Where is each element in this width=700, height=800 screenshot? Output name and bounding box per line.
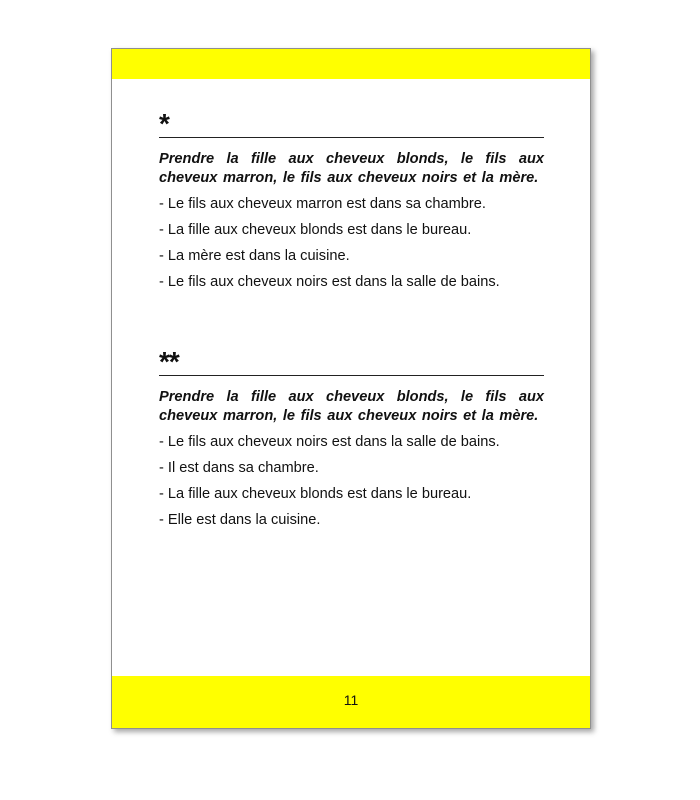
exercise-section-two-star <box>159 345 544 530</box>
clue-item: - La fille aux cheveux blonds est dans le bureau. <box>159 486 472 502</box>
clue-item: - Le fils aux cheveux noirs est dans la salle de bains. <box>159 274 500 290</box>
top-yellow-band <box>112 49 590 79</box>
difficulty-stars: * <box>159 108 169 139</box>
clue-item: - Le fils aux cheveux noirs est dans la salle de bains. <box>159 434 500 450</box>
section-divider <box>159 375 544 376</box>
clue-item: - Elle est dans la cuisine. <box>159 512 321 528</box>
clue-item: - La fille aux cheveux blonds est dans le bureau. <box>159 222 472 238</box>
instruction-text: Prendre la fille aux cheveux blonds, le fils aux cheveux marron, le fils aux cheveux noirs et la mère. <box>159 389 544 424</box>
difficulty-stars: ** <box>159 346 179 377</box>
section-divider <box>159 137 544 138</box>
page-number: 11 <box>343 692 359 708</box>
bottom-yellow-band <box>112 676 590 728</box>
book-page <box>111 48 591 729</box>
clue-item: - Il est dans sa chambre. <box>159 460 319 476</box>
exercise-section-one-star <box>159 107 544 292</box>
clue-item: - La mère est dans la cuisine. <box>159 248 350 264</box>
clue-item: - Le fils aux cheveux marron est dans sa chambre. <box>159 196 486 212</box>
instruction-text: Prendre la fille aux cheveux blonds, le fils aux cheveux marron, le fils aux cheveux noirs et la mère. <box>159 151 544 186</box>
